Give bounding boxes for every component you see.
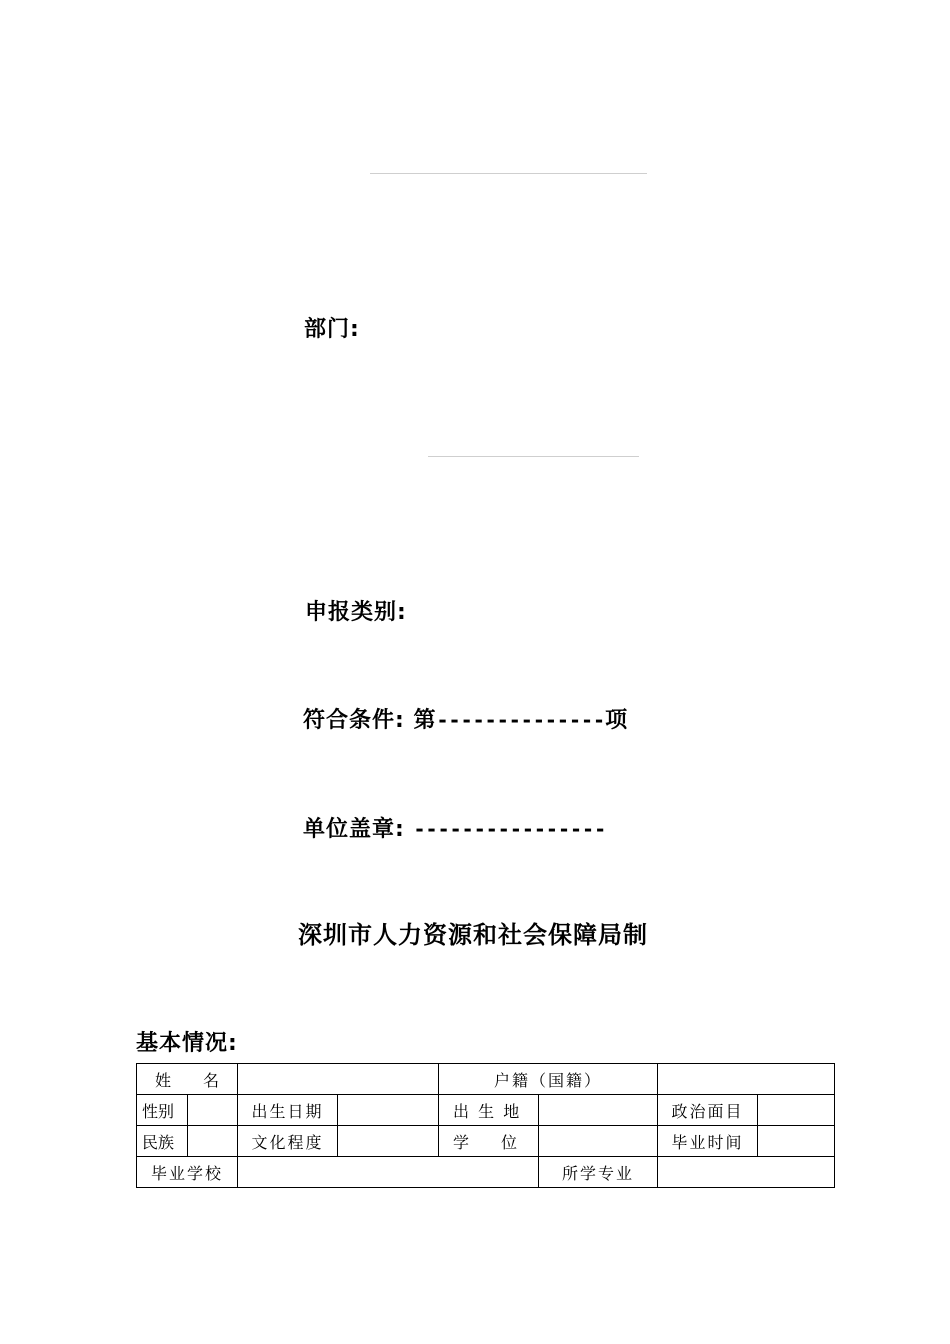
household-value-cell[interactable]	[658, 1064, 835, 1095]
birth-date-label: 出生日期	[238, 1095, 338, 1126]
political-status-label: 政治面目	[658, 1095, 758, 1126]
conditions-field	[303, 703, 628, 734]
major-value-cell[interactable]	[658, 1157, 835, 1188]
birthplace-value-cell[interactable]	[539, 1095, 658, 1126]
birthplace-label: 出 生 地	[439, 1095, 539, 1126]
department-label: 部门:	[304, 317, 360, 342]
table-row	[137, 1064, 835, 1095]
school-label: 毕业学校	[137, 1157, 238, 1188]
major-label: 所学专业	[539, 1157, 658, 1188]
table-row	[137, 1126, 835, 1157]
education-value-cell[interactable]	[338, 1126, 439, 1157]
gender-value-cell[interactable]	[188, 1095, 238, 1126]
table-row	[137, 1157, 835, 1188]
issuer-text: 深圳市人力资源和社会保障局制	[298, 921, 648, 949]
graduation-time-label: 毕业时间	[658, 1126, 758, 1157]
seal-field	[303, 812, 606, 843]
ethnicity-value-cell[interactable]	[188, 1126, 238, 1157]
conditions-label: 符合条件:	[303, 708, 405, 733]
basic-info-table	[136, 1063, 835, 1188]
name-label: 姓 名	[137, 1064, 238, 1095]
conditions-suffix: 项	[605, 708, 629, 733]
birth-date-value-cell[interactable]	[338, 1095, 439, 1126]
household-label: 户籍（国籍）	[439, 1064, 658, 1095]
conditions-blank[interactable]: --------------	[436, 708, 606, 732]
school-value-cell[interactable]	[238, 1157, 539, 1188]
name-value-cell[interactable]	[238, 1064, 439, 1095]
category-label: 申报类别:	[305, 600, 407, 625]
seal-blank[interactable]: ----------------	[413, 817, 607, 841]
conditions-prefix: 第	[413, 708, 437, 733]
basic-info-title: 基本情况:	[136, 1031, 238, 1056]
seal-label: 单位盖章:	[303, 817, 405, 842]
table-row	[137, 1095, 835, 1126]
degree-value-cell[interactable]	[539, 1126, 658, 1157]
degree-label: 学 位	[439, 1126, 539, 1157]
ethnicity-label: 民族	[137, 1126, 188, 1157]
graduation-time-value-cell[interactable]	[758, 1126, 835, 1157]
top-divider	[370, 173, 647, 174]
education-label: 文化程度	[238, 1126, 338, 1157]
department-input-line[interactable]	[428, 456, 639, 457]
gender-label: 性别	[137, 1095, 188, 1126]
political-status-value-cell[interactable]	[758, 1095, 835, 1126]
